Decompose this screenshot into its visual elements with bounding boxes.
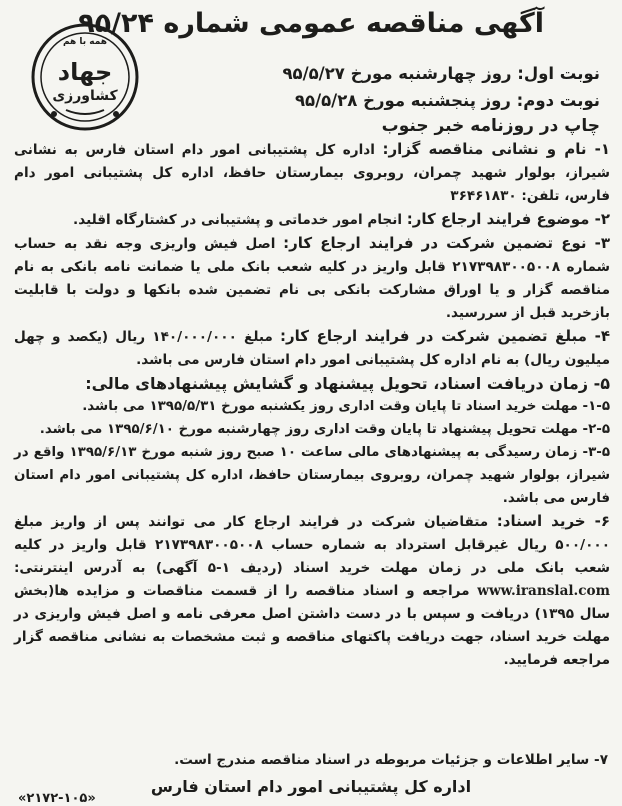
section-6-text-a: متقاضیان شرکت در فرایند ارجاع کار می توانند پس از واریز مبلغ ۵۰۰/۰۰۰ ریال غیرقابل استرداد به شماره حساب ۲۱۷۳۹۸۳۰۰۵۰۰۸ قابل واریز در کلیه شعب بانک ملی در زمان مهلت خرید اسناد (ردیف ۱-۵ آگهی) به آدرس اینترنتی: — [14, 514, 611, 576]
ad-body — [8, 138, 614, 672]
section-6-heading: ۶- خرید اسناد: — [496, 512, 611, 530]
section-5-3: ۳-۵- زمان رسیدگی به پیشنهادهای مالی ساعت ۱۰ صبح روز شنبه مورخ ۱۳۹۵/۶/۱۳ واقع در شیراز، بولوار شهید چمران، روبروی بیمارستان حافظ، اداره کل پشتیبانی امور دام استان فارس می باشد. — [14, 445, 610, 506]
section-3 — [14, 232, 610, 325]
section-1-text: اداره کل پشتیبانی امور دام استان فارس به نشانی شیراز، بولوار شهید چمران، روبروی بیمارستان حافظ، اداره کل پشتیبانی امور دام فارس، تلفن: ۳۶۴۶۱۸۳۰ — [14, 142, 610, 204]
section-5-heading: ۵- زمان دریافت اسناد، تحویل پیشنهاد و گشایش پیشنهادهای مالی: — [85, 374, 610, 393]
logo-sub-text: کشاورزی — [52, 88, 118, 104]
logo-top-text: همه با هم — [62, 37, 108, 47]
section-1 — [14, 138, 610, 208]
section-2-heading: ۲- موضوع فرایند ارجاع کار: — [406, 210, 610, 228]
logo-main-text: جهاد — [57, 58, 113, 86]
section-5-1: ۱-۵- مهلت خرید اسناد تا پایان وقت اداری روز یکشنبه مورخ ۱۳۹۵/۵/۳۱ می باشد. — [82, 399, 610, 414]
section-4 — [14, 325, 610, 372]
section-1-heading: ۱- نام و نشانی مناقصه گزار: — [382, 140, 611, 158]
section-3-heading: ۳- نوع تضمین شرکت در فرایند ارجاع کار: — [283, 234, 611, 252]
section-2 — [14, 208, 610, 232]
section-5-2: ۲-۵- مهلت تحویل پیشنهاد تا پایان وقت اداری روز چهارشنبه مورخ ۱۳۹۵/۶/۱۰ می باشد. — [39, 422, 610, 437]
section-2-text: انجام امور خدماتی و پشتیبانی در کشتارگاه اقلید. — [73, 212, 402, 228]
section-4-heading: ۴- مبلغ تضمین شرکت در فرایند ارجاع کار: — [280, 327, 610, 345]
round-one: نوبت اول: روز چهارشنبه مورخ ۹۵/۵/۲۷ — [282, 64, 600, 83]
ad-code: «۲۱۷۲-۱۰۵» — [18, 791, 96, 806]
section-7: ۷- سایر اطلاعات و جزئیات مربوطه در اسناد مناقصه مندرج است. — [174, 752, 608, 768]
header — [8, 4, 614, 136]
section-6 — [14, 510, 610, 672]
round-two: نوبت دوم: روز پنجشنبه مورخ ۹۵/۵/۲۸ — [294, 91, 600, 110]
section-6-text-b: مراجعه و اسناد مناقصه را از قسمت مناقصات و مزایده ها(بخش سال ۱۳۹۵) دریافت و سپس با در دست داشتن اصل معرفی نامه و اصل فیش واریزی در مهلت خرید اسناد، جهت دریافت پاکتهای مناقصه و ثبت مشخصات به نشانی مناقصه گزار مراجعه فرمایید. — [14, 583, 610, 668]
section-3-text: اصل فیش واریزی وجه نقد به حساب شماره ۲۱۷۳۹۸۳۰۰۵۰۰۸ قابل واریز در کلیه شعب بانک ملی یا ضمانت نامه بانکی به نام مناقصه گزار و یا اوراق مشارکت بانکی بی نام تضمین شده بانکها و دولت با قابلیت بازخرید قبل از سررسید. — [14, 236, 610, 321]
footer-org: اداره کل پشتیبانی امور دام استان فارس — [150, 777, 472, 796]
website-link[interactable]: www.iranslal.com — [477, 583, 611, 599]
newspaper-line: چاپ در روزنامه خبر جنوب — [381, 116, 600, 136]
ad-title: آگهی مناقصه عمومی شماره ۹۵/۲۴ — [78, 8, 544, 39]
section-4-text: مبلغ ۱۴۰/۰۰۰/۰۰۰ ریال (یکصد و چهل میلیون ریال) به نام اداره کل پشتیبانی امور دام استان فارس می باشد. — [14, 329, 610, 368]
